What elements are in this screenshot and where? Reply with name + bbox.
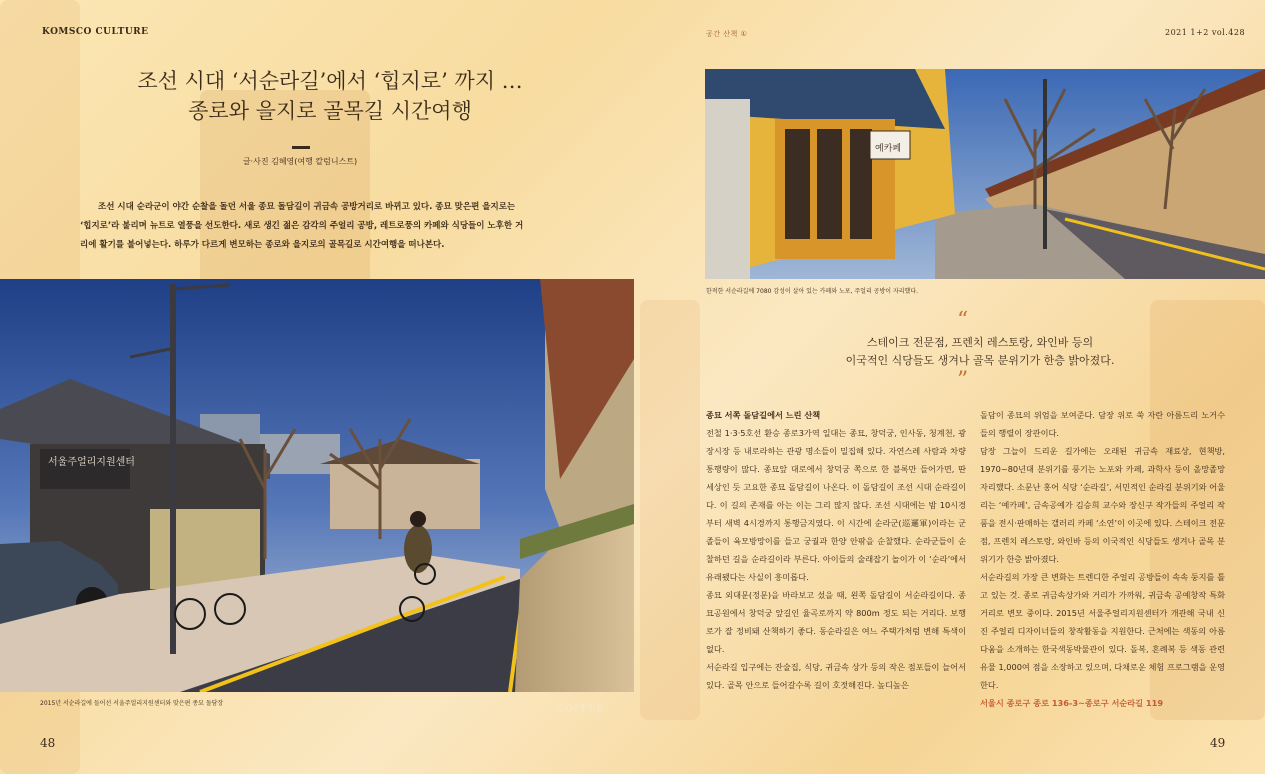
issue-label: 2021 1+2 vol.428: [1165, 28, 1246, 37]
byline: 글·사진 김혜영(여행 칼럼니스트): [242, 157, 358, 166]
body-column-1: [706, 406, 966, 694]
title-line-2: 종로와 을지로 골목길 시간여행: [188, 99, 472, 123]
right-photo-caption: 한적한 서순라길에 7080 감성이 살아 있는 카페와 노포, 주얼리 공방이 자리했다.: [706, 288, 919, 295]
left-photo-caption: 2015년 서순라길에 들어선 서울주얼리지원센터와 맞은편 종묘 돌담장: [40, 700, 224, 707]
coffee-text: COFFEE: [556, 702, 604, 715]
page-number-right: 49: [1210, 736, 1226, 750]
body-column-2: [980, 406, 1225, 712]
title-divider: [292, 146, 310, 149]
address-line: 서울시 종로구 종로 136-3~종로구 서순라길 119: [980, 698, 1164, 708]
section-heading: 종묘 서쪽 돌담길에서 느린 산책: [706, 410, 821, 420]
brand-header: KOMSCO CULTURE: [42, 27, 149, 37]
cafe-sign: 예카페: [875, 144, 902, 154]
title-line-1: 조선 시대 ‘서순라길’에서 ‘힙지로’ 까지 …: [137, 69, 523, 93]
body-paragraph: 서순라길 입구에는 잔술집, 식당, 귀금속 상가 등의 작은 점포들이 늘어서 있다. 골목 안으로 들어갈수록 길이 호젓해진다. 높디높은: [706, 662, 966, 690]
section-label: 공간 산책 ①: [706, 30, 748, 38]
quote-open-mark: “: [957, 308, 969, 333]
pull-quote: [800, 334, 1160, 370]
street-photo-left: [0, 279, 634, 692]
street-photo-right: [705, 69, 1265, 279]
body-paragraph: 담장 그늘이 드리운 길가에는 오래된 귀금속 재료상, 현책방, 1970~80년대 분위기를 풍기는 노포와 카페, 과학사 등이 올망졸망 자리했다. 소문난 홍어 식당 ‘순라길’, 서민적인 순라길 분위기와 어울리는 ‘예카페’, 금속공예가 김승희 교수와 장신구 작가들의 주얼리 작품을 전시·판매하는 갤러리 카페 ‘소연’이 이곳에 있다. 스테이크 전문점, 프렌치 레스토랑, 와인바 등의 이국적인 식당들도 생겨나 골목 분위기가 한층 밝아졌다.: [980, 446, 1225, 564]
body-paragraph: 전철 1·3·5호선 환승 종로3가역 일대는 종묘, 창덕궁, 인사동, 청계천, 광장시장 등 내로라하는 관광 명소들이 밀집해 있다. 자연스레 사람과 차량 통행량이 많다. 종묘앞 대로에서 창덕궁 쪽으로 한 블록만 들어가면, 딴 세상인 듯 고요한 종묘 돌담길이 나온다. 이 돌담길이 조선 시대 순라길이다. 이 길의 존재를 아는 이는 그리 많지 않다. 조선 시대에는 밤 10시경부터 새벽 4시경까지 통행금지였다. 이 시간에 순라군(巡邏軍)이라는 군졸들이 육모방망이를 들고 궁궐과 한양 안팎을 순찰했다. 순라군들이 순찰하던 길을 순라길이라 부른다. 아이들의 술래잡기 놀이가 이 ‘순라’에서 유래됐다는 사실이 흥미롭다.: [706, 428, 966, 582]
body-paragraph: 서순라길의 가장 큰 변화는 트렌디한 주얼리 공방들이 속속 둥지를 틀고 있는 것. 종로 귀금속상가와 거리가 가까워, 귀금속 공예창작 특화거리로 변모 중이다. 2015년 서울주얼리지원센터가 개관해 국내 신진 주얼리 디자이너들의 창작활동을 지원한다. 근처에는 색동의 아름다움을 소개하는 한국색동박물관이 있다. 돌복, 혼례복 등 색동 관련 유물 1,000여 점을 소장하고 있으며, 다채로운 체험 프로그램을 운영한다.: [980, 572, 1225, 690]
pull-quote-line-2: 이국적인 식당들도 생겨나 골목 분위기가 한층 밝아졌다.: [845, 354, 1115, 367]
body-paragraph: 종묘 외대문(정문)을 바라보고 섰을 때, 왼쪽 돌담길이 서순라길이다. 종묘공원에서 창덕궁 앞길인 율곡로까지 약 800m 정도 되는 거리다. 보행로가 잘 정비돼 산책하기 좋다. 동순라길은 여느 주택가처럼 변해 특색이 없다.: [706, 590, 966, 654]
page-number-left: 48: [40, 736, 56, 750]
center-sign: 서울주얼리지원센터: [48, 457, 135, 468]
quote-close-mark: ”: [957, 368, 969, 393]
lead-paragraph: 조선 시대 순라군이 야간 순찰을 돌던 서울 종묘 돌담길이 귀금속 공방거리로 바뀌고 있다. 종묘 맞은편 을지로는 ‘힙지로’라 불리며 뉴트로 열풍을 선도한다. 새로 생긴 젊은 감각의 주얼리 공방, 레트로풍의 카페와 식당들이 노후한 거리에 활기를 불어넣는다. 하루가 다르게 변모하는 종로와 을지로의 골목길로 시간여행을 떠나본다.: [80, 202, 524, 250]
background-wash: [640, 300, 700, 720]
body-paragraph: 돌담이 종묘의 위엄을 보여준다. 담장 위로 쑥 자란 아름드리 노거수들의 행렬이 장관이다.: [980, 410, 1225, 438]
pull-quote-line-1: 스테이크 전문점, 프렌치 레스토랑, 와인바 등의: [866, 336, 1094, 349]
article-title: [80, 66, 580, 126]
